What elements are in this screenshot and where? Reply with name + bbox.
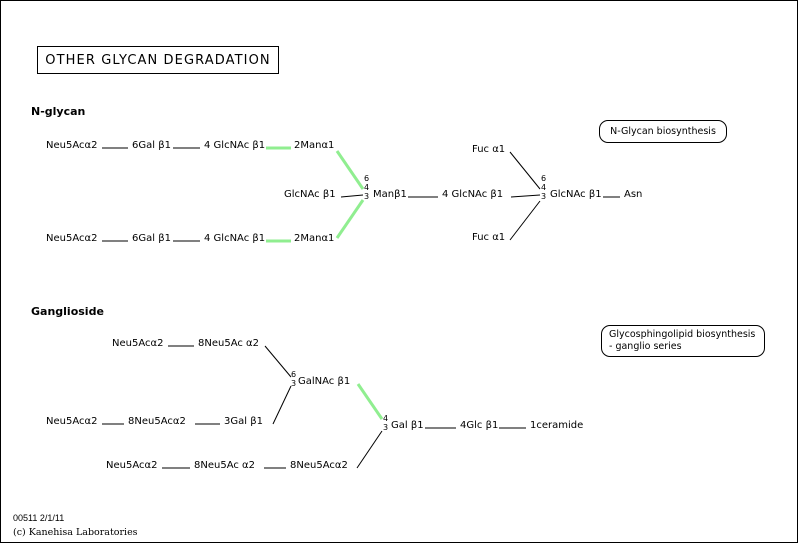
node-g-8neu5ac-a2-4[interactable]: 8Neu5Acα2 [290, 460, 348, 471]
node-gal-b1-1[interactable]: 6Gal β1 [132, 140, 171, 151]
node-glcnac-b1-2[interactable]: 4 GlcNAc β1 [204, 233, 266, 244]
page-title: OTHER GLYCAN DEGRADATION [37, 46, 279, 74]
branch-number: 3 [541, 192, 547, 201]
node-glcnac-b1-core1[interactable]: 4 GlcNAc β1 [442, 189, 504, 200]
node-g-neu5ac-a2-1[interactable]: Neu5Acα2 [112, 338, 164, 349]
branch-number: 6 [541, 174, 547, 183]
branch-number: 3 [383, 423, 389, 432]
node-gal-b1-core[interactable]: Gal β1 [391, 420, 424, 431]
branch-number: 3 [291, 379, 297, 388]
node-fuc-a1-upper[interactable]: Fuc α1 [472, 144, 506, 155]
node-g-8neu5ac-a2-2[interactable]: 8Neu5Acα2 [128, 416, 186, 427]
node-glc-b1[interactable]: 4Glc β1 [460, 420, 499, 431]
node-g-8neu5ac-a2-1[interactable]: 8Neu5Ac α2 [198, 338, 259, 349]
node-gal-b1-2[interactable]: 6Gal β1 [132, 233, 171, 244]
node-g-neu5ac-a2-3[interactable]: Neu5Acα2 [106, 460, 158, 471]
copyright: (c) Kanehisa Laboratories [13, 527, 138, 538]
node-g-8neu5ac-a2-3[interactable]: 8Neu5Ac α2 [194, 460, 255, 471]
node-fuc-a1-lower[interactable]: Fuc α1 [472, 232, 506, 243]
node-man-a1-lower[interactable]: 2Manα1 [294, 233, 335, 244]
node-g-3gal-b1[interactable]: 3Gal β1 [224, 416, 263, 427]
branch-number: 3 [364, 192, 370, 201]
node-neu5ac-a2-2[interactable]: Neu5Acα2 [46, 233, 98, 244]
map-id: 00511 2/1/11 [13, 513, 65, 523]
node-neu5ac-a2-1[interactable]: Neu5Acα2 [46, 140, 98, 151]
branch-number: 6 [291, 370, 297, 379]
link-glycosphingolipid-biosynthesis[interactable] [601, 325, 765, 357]
link-n-glycan-biosynthesis[interactable] [599, 120, 727, 143]
section-label-n-glycan: N-glycan [31, 105, 86, 118]
branch-number: 4 [383, 414, 389, 423]
node-ceramide[interactable]: 1ceramide [530, 420, 584, 431]
node-glcnac-b1-bisecting[interactable]: GlcNAc β1 [284, 189, 336, 200]
section-label-ganglioside: Ganglioside [31, 305, 104, 318]
node-galnac-b1[interactable]: GalNAc β1 [298, 376, 351, 387]
link-label-line1: N-Glycan biosynthesis [610, 125, 716, 137]
node-man-b1[interactable]: Manβ1 [373, 189, 407, 200]
link-label-line2: - ganglio series [609, 341, 682, 352]
node-g-neu5ac-a2-2[interactable]: Neu5Acα2 [46, 416, 98, 427]
node-asn[interactable]: Asn [624, 189, 643, 200]
node-man-a1-upper[interactable]: 2Manα1 [294, 140, 335, 151]
branch-number: 6 [364, 174, 370, 183]
link-label-line1: Glycosphingolipid biosynthesis [609, 329, 756, 341]
branch-number: 4 [364, 183, 370, 192]
node-glcnac-b1-core2[interactable]: GlcNAc β1 [550, 189, 602, 200]
node-glcnac-b1-1[interactable]: 4 GlcNAc β1 [204, 140, 266, 151]
branch-number: 4 [541, 183, 547, 192]
